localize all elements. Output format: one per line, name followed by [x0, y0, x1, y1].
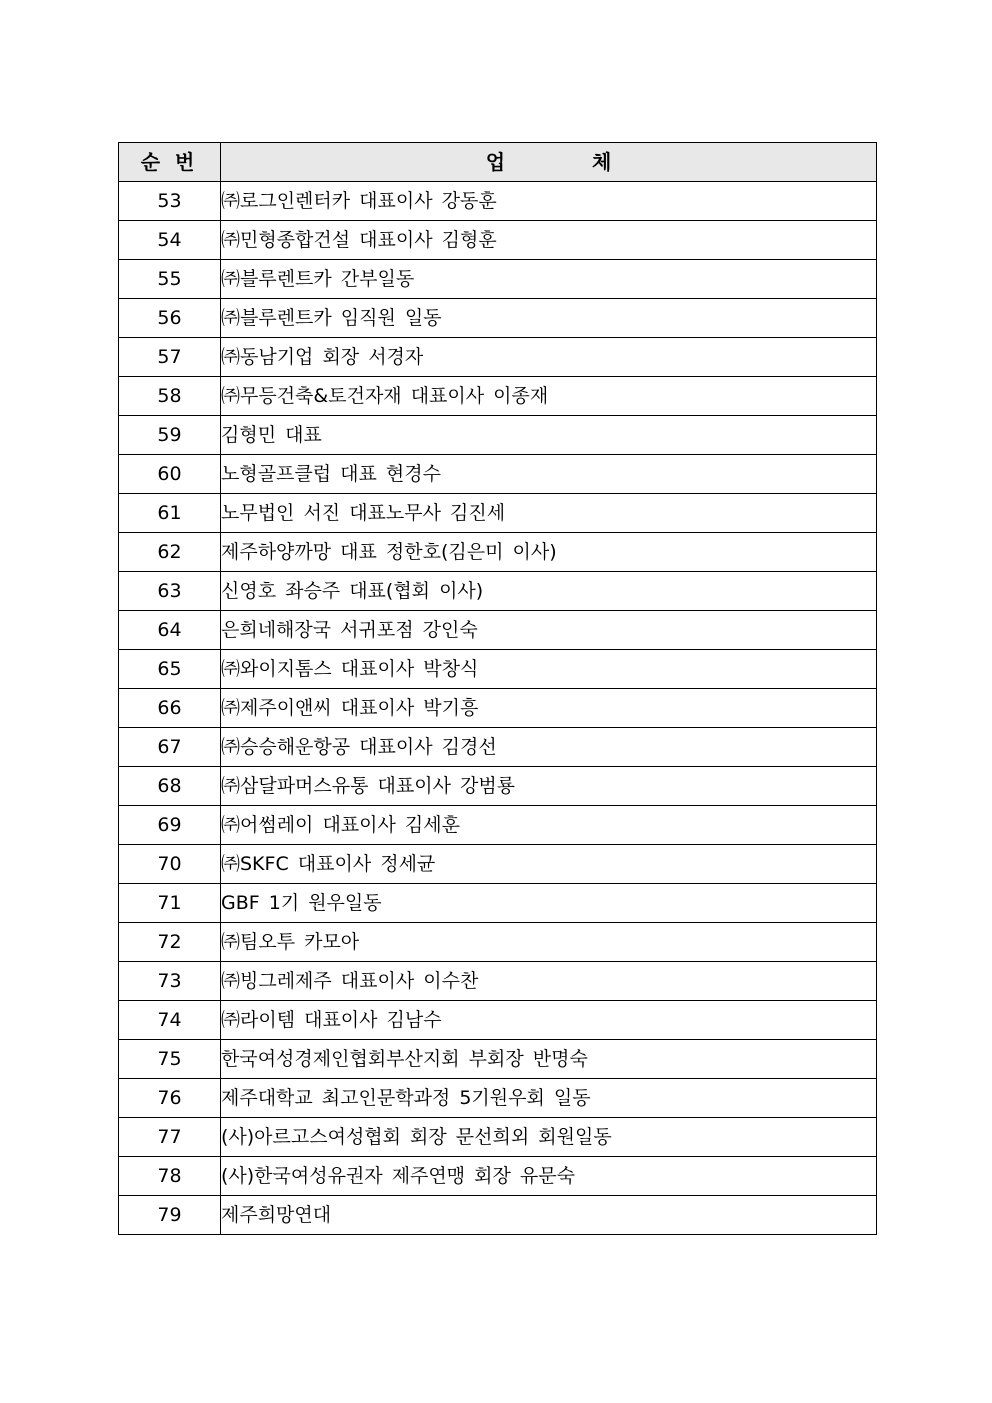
table-row [119, 962, 877, 1001]
row-number: 66 [119, 689, 221, 728]
row-company: 제주희망연대 [221, 1196, 877, 1235]
row-company: 은희네해장국 서귀포점 강인숙 [221, 611, 877, 650]
table-row [119, 1157, 877, 1196]
row-company: ㈜무등건축&토건자재 대표이사 이종재 [221, 377, 877, 416]
table-row [119, 845, 877, 884]
table-row [119, 689, 877, 728]
table-row [119, 884, 877, 923]
row-company: ㈜제주이앤씨 대표이사 박기흥 [221, 689, 877, 728]
row-company: (사)한국여성유권자 제주연맹 회장 유문숙 [221, 1157, 877, 1196]
row-company: 제주대학교 최고인문학과정 5기원우회 일동 [221, 1079, 877, 1118]
row-number: 61 [119, 494, 221, 533]
row-number: 56 [119, 299, 221, 338]
row-number: 60 [119, 455, 221, 494]
row-company: ㈜동남기업 회장 서경자 [221, 338, 877, 377]
row-number: 57 [119, 338, 221, 377]
header-company [221, 143, 877, 182]
row-company: ㈜빙그레제주 대표이사 이수찬 [221, 962, 877, 1001]
sponsor-table [118, 142, 877, 1235]
table-row [119, 494, 877, 533]
row-number: 59 [119, 416, 221, 455]
row-number: 63 [119, 572, 221, 611]
row-company: ㈜어썸레이 대표이사 김세훈 [221, 806, 877, 845]
row-company: ㈜블루렌트카 임직원 일동 [221, 299, 877, 338]
header-company-label: 업 체 [485, 150, 652, 174]
table-row [119, 1079, 877, 1118]
row-number: 78 [119, 1157, 221, 1196]
row-company: ㈜민형종합건설 대표이사 김형훈 [221, 221, 877, 260]
row-number: 74 [119, 1001, 221, 1040]
header-number-label: 순 번 [140, 150, 199, 174]
table-header-row [119, 143, 877, 182]
row-number: 75 [119, 1040, 221, 1079]
table-row [119, 1196, 877, 1235]
table-row [119, 1040, 877, 1079]
table-row [119, 377, 877, 416]
row-company: ㈜라이템 대표이사 김남수 [221, 1001, 877, 1040]
row-number: 79 [119, 1196, 221, 1235]
row-company: ㈜승승해운항공 대표이사 김경선 [221, 728, 877, 767]
table-row [119, 182, 877, 221]
row-number: 55 [119, 260, 221, 299]
table-row [119, 416, 877, 455]
table-row [119, 923, 877, 962]
row-company: GBF 1기 원우일동 [221, 884, 877, 923]
row-number: 76 [119, 1079, 221, 1118]
row-company: 한국여성경제인협회부산지회 부회장 반명숙 [221, 1040, 877, 1079]
table-row [119, 611, 877, 650]
row-company: ㈜로그인렌터카 대표이사 강동훈 [221, 182, 877, 221]
table-row [119, 533, 877, 572]
row-company: ㈜SKFC 대표이사 정세균 [221, 845, 877, 884]
row-number: 68 [119, 767, 221, 806]
table-row [119, 338, 877, 377]
table-row [119, 260, 877, 299]
row-number: 69 [119, 806, 221, 845]
row-number: 62 [119, 533, 221, 572]
row-number: 73 [119, 962, 221, 1001]
table-row [119, 767, 877, 806]
row-company: 제주하양까망 대표 정한호(김은미 이사) [221, 533, 877, 572]
row-number: 70 [119, 845, 221, 884]
row-company: 노형골프클럽 대표 현경수 [221, 455, 877, 494]
table-row [119, 221, 877, 260]
header-number [119, 143, 221, 182]
row-company: ㈜블루렌트카 간부일동 [221, 260, 877, 299]
row-number: 54 [119, 221, 221, 260]
table-row [119, 806, 877, 845]
row-company: (사)아르고스여성협회 회장 문선희외 회원일동 [221, 1118, 877, 1157]
row-number: 77 [119, 1118, 221, 1157]
row-company: 신영호 좌승주 대표(협회 이사) [221, 572, 877, 611]
table-row [119, 650, 877, 689]
row-company: ㈜팀오투 카모아 [221, 923, 877, 962]
row-number: 72 [119, 923, 221, 962]
row-number: 64 [119, 611, 221, 650]
table-row [119, 728, 877, 767]
row-number: 71 [119, 884, 221, 923]
table-row [119, 455, 877, 494]
table-row [119, 299, 877, 338]
row-number: 53 [119, 182, 221, 221]
table-row [119, 1118, 877, 1157]
row-company: 노무법인 서진 대표노무사 김진세 [221, 494, 877, 533]
row-number: 58 [119, 377, 221, 416]
row-company: 김형민 대표 [221, 416, 877, 455]
row-company: ㈜삼달파머스유통 대표이사 강범룡 [221, 767, 877, 806]
table-row [119, 572, 877, 611]
row-number: 65 [119, 650, 221, 689]
table-row [119, 1001, 877, 1040]
row-company: ㈜와이지톰스 대표이사 박창식 [221, 650, 877, 689]
row-number: 67 [119, 728, 221, 767]
